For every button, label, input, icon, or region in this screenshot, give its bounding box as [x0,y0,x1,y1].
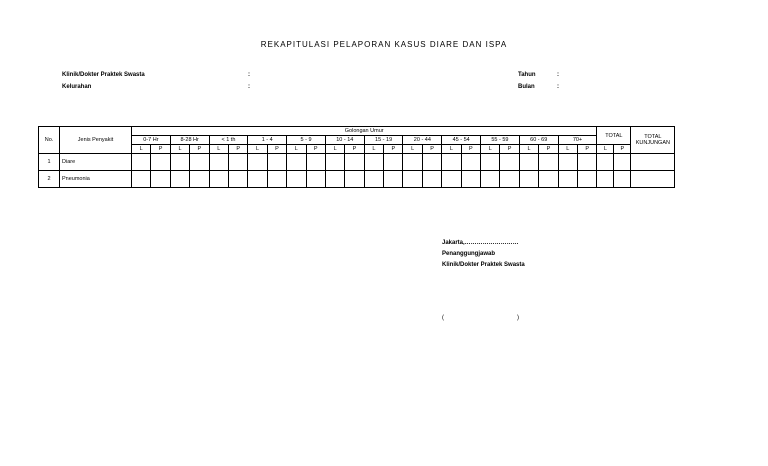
sex-l-header: L [287,145,306,154]
count-cell [461,154,480,171]
sex-p-header: P [345,145,364,154]
sex-p-header: P [151,145,170,154]
count-cell [228,171,247,188]
golongan-umur-header: Golongan Umur [132,127,597,136]
count-cell [325,171,344,188]
total-kunjungan-cell [631,154,675,171]
count-cell [500,171,519,188]
count-cell [364,154,383,171]
count-cell [325,154,344,171]
sex-p-header: P [614,145,631,154]
total-kunjungan-cell [631,171,675,188]
total-kunjungan-header: TOTAL KUNJUNGAN [631,127,675,154]
count-cell [228,154,247,171]
sex-l-header: L [325,145,344,154]
sex-l-header: L [364,145,383,154]
count-cell [267,154,286,171]
age-group-header: 45 - 54 [442,136,481,145]
count-cell [364,171,383,188]
count-cell [384,171,403,188]
count-cell [384,154,403,171]
count-cell [345,154,364,171]
sex-p-header: P [422,145,441,154]
row-number: 1 [39,154,60,171]
count-cell [597,154,614,171]
tahun-colon: : [557,72,559,78]
sex-p-header: P [500,145,519,154]
sex-l-header: L [481,145,500,154]
count-cell [422,154,441,171]
age-group-header: 1 - 4 [248,136,287,145]
count-cell [481,154,500,171]
count-cell [558,171,577,188]
count-cell [539,154,558,171]
report-title: REKAPITULASI PELAPORAN KASUS DIARE DAN ISPA [260,40,508,49]
count-cell [190,171,209,188]
sex-p-header: P [384,145,403,154]
sex-l-header: L [170,145,189,154]
signature-close-paren: ) [517,315,519,321]
signature-open-paren: ( [442,315,444,321]
count-cell [132,154,151,171]
count-cell [132,171,151,188]
kelurahan-label: Kelurahan [62,84,92,90]
sex-l-header: L [558,145,577,154]
jenis-penyakit-header: Jenis Penyakit [60,127,132,154]
count-cell [151,171,170,188]
sex-l-header: L [248,145,267,154]
sex-p-header: P [539,145,558,154]
signature-place: Jakarta,……………………… [442,240,519,246]
sex-p-header: P [577,145,596,154]
klinik-label: Klinik/Dokter Praktek Swasta [62,72,145,78]
kelurahan-colon: : [248,84,250,90]
age-group-header: 0-7 Hr [132,136,171,145]
age-group-header: 70+ [558,136,597,145]
signature-org: Klinik/Dokter Praktek Swasta [442,262,525,268]
table-row [39,154,675,171]
count-cell [248,154,267,171]
sex-l-header: L [132,145,151,154]
table-row [39,171,675,188]
sex-p-header: P [461,145,480,154]
count-cell [558,154,577,171]
count-cell [170,171,189,188]
age-group-header: 20 - 44 [403,136,442,145]
age-group-header: 60 - 69 [519,136,558,145]
count-cell [481,171,500,188]
count-cell [287,154,306,171]
count-cell [519,154,538,171]
disease-name: Pneumonia [60,171,132,188]
age-group-header: < 1 th [209,136,248,145]
tahun-label: Tahun [518,72,536,78]
sex-p-header: P [228,145,247,154]
signature-role: Penanggungjawab [442,251,496,257]
count-cell [614,171,631,188]
sex-p-header: P [267,145,286,154]
klinik-colon: : [248,72,250,78]
count-cell [461,171,480,188]
count-cell [267,171,286,188]
count-cell [597,171,614,188]
count-cell [306,154,325,171]
sex-l-header: L [442,145,461,154]
age-group-header: 15 - 19 [364,136,403,145]
count-cell [403,154,422,171]
sex-l-header: L [597,145,614,154]
bulan-colon: : [557,84,559,90]
count-cell [422,171,441,188]
age-group-header: 8-28 Hr [170,136,209,145]
count-cell [190,154,209,171]
count-cell [345,171,364,188]
total-header: TOTAL [597,127,631,145]
count-cell [248,171,267,188]
count-cell [442,171,461,188]
sex-p-header: P [190,145,209,154]
count-cell [287,171,306,188]
count-cell [577,171,596,188]
sex-l-header: L [403,145,422,154]
age-group-header: 5 - 9 [287,136,326,145]
count-cell [442,154,461,171]
count-cell [170,154,189,171]
bulan-label: Bulan [518,84,535,90]
count-cell [614,154,631,171]
age-group-header: 10 - 14 [325,136,364,145]
count-cell [403,171,422,188]
count-cell [151,154,170,171]
count-cell [209,154,228,171]
no-header: No. [39,127,60,154]
age-group-header: 55 - 59 [481,136,520,145]
sex-l-header: L [209,145,228,154]
count-cell [209,171,228,188]
sex-l-header: L [519,145,538,154]
count-cell [306,171,325,188]
count-cell [519,171,538,188]
count-cell [577,154,596,171]
row-number: 2 [39,171,60,188]
count-cell [539,171,558,188]
sex-p-header: P [306,145,325,154]
disease-name: Diare [60,154,132,171]
report-table [38,126,675,188]
count-cell [500,154,519,171]
